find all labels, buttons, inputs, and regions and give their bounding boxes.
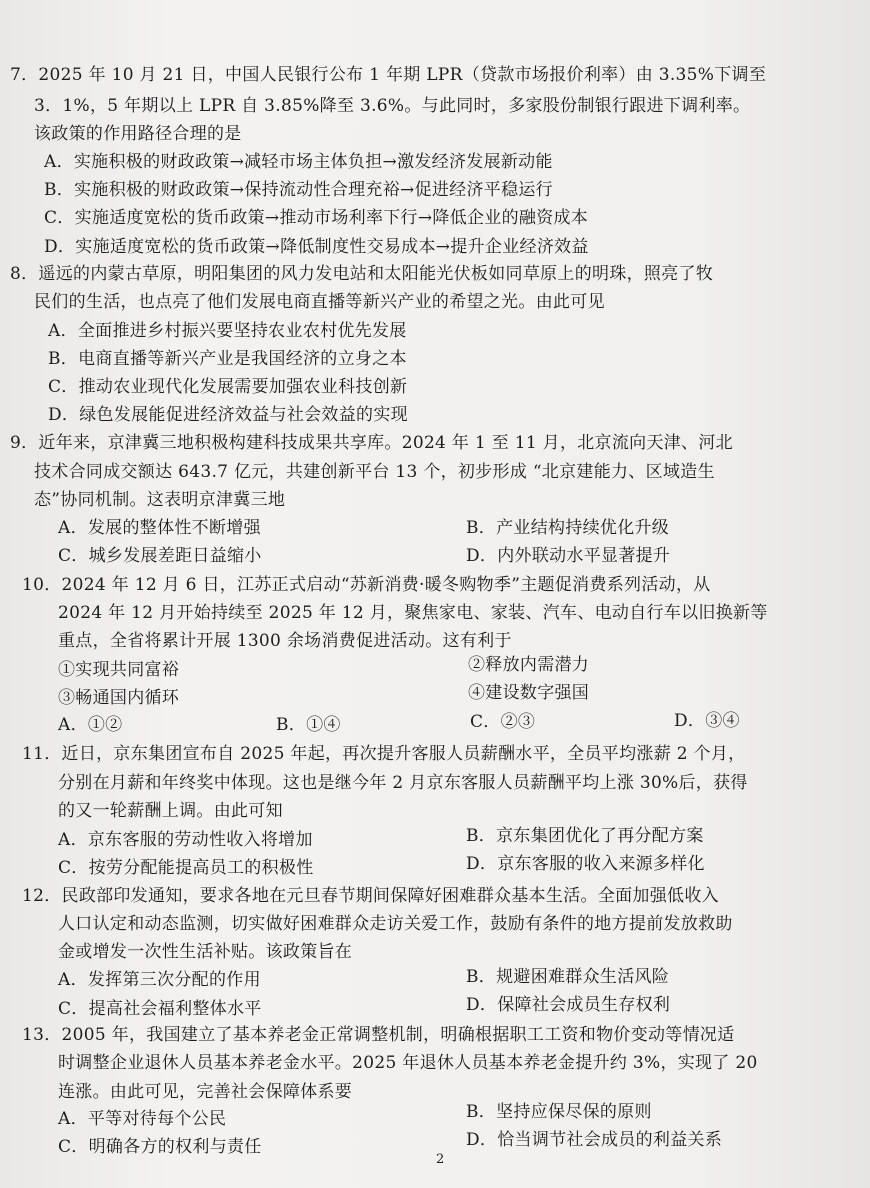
question-11-stem-line-2: 分别在月薪和年终奖中体现。这也是继今年 2 月京东客服人员薪酬平均上涨 30%后，获得 [58,773,748,793]
question-9-stem-line-3: 态”协同机制。这表明京津冀三地 [34,490,286,510]
question-12-option-c[interactable]: C．提高社会福利整体水平 [58,999,262,1019]
question-10-item-1: ①实现共同富裕 [58,660,180,680]
question-10-option-c[interactable]: C．②③ [470,712,536,732]
question-7-option-d[interactable]: D．实施适度宽松的货币政策→降低制度性交易成本→提升企业经济效益 [44,237,589,257]
question-10-item-3: ③畅通国内循环 [58,688,180,708]
question-9-stem-line-1: 9．近年来，京津冀三地积极构建科技成果共享库。2024 年 1 至 11 月，北京流向天津、河北 [10,433,733,453]
question-10-item-2: ②释放内需潜力 [468,655,590,675]
question-10-option-b[interactable]: B．①④ [276,715,341,735]
question-9-option-c[interactable]: C．城乡发展差距日益缩小 [58,546,262,566]
question-7-stem-line-3: 该政策的作用路径合理的是 [34,124,242,144]
question-10-stem-line-2: 2024 年 12 月开始持续至 2025 年 12 月，聚焦家电、家装、汽车、电动自行车以旧换新等 [58,603,768,623]
question-9-option-a[interactable]: A．发展的整体性不断增强 [58,518,261,538]
question-10-stem-line-3: 重点，全省将累计开展 1300 余场消费促进活动。这有利于 [58,631,512,651]
question-7-option-c[interactable]: C．实施适度宽松的货币政策→推动市场利率下行→降低企业的融资成本 [44,208,589,228]
question-12-option-b[interactable]: B．规避困难群众生活风险 [466,967,670,987]
question-11-stem-line-3: 的又一轮薪酬上调。由此可知 [58,801,283,821]
question-12-stem-line-1: 12．民政部印发通知，要求各地在元旦春节期间保障好困难群众基本生活。全面加强低收入 [22,886,719,906]
question-11-option-c[interactable]: C．按劳分配能提高员工的积极性 [58,858,314,878]
question-7-option-b[interactable]: B．实施积极的财政政策→保持流动性合理充裕→促进经济平稳运行 [44,180,553,200]
question-10-option-d[interactable]: D．③④ [674,711,740,731]
question-10-item-4: ④建设数字强国 [468,683,590,703]
question-10-option-a[interactable]: A．①② [58,715,123,735]
question-8-option-a[interactable]: A．全面推进乡村振兴要坚持农业农村优先发展 [48,321,407,341]
question-7-stem-line-1: 7．2025 年 10 月 21 日，中国人民银行公布 1 年期 LPR（贷款市场报价利率）由 3.35%下调至 [10,65,767,85]
question-12-option-a[interactable]: A．发挥第三次分配的作用 [58,970,261,990]
question-8-stem-line-2: 民们的生活，也点亮了他们发展电商直播等新兴产业的希望之光。由此可见 [34,292,605,312]
page-number: 2 [436,1152,445,1167]
question-13-option-a[interactable]: A．平等对待每个公民 [58,1109,227,1129]
question-9-option-b[interactable]: B．产业结构持续优化升级 [466,518,670,538]
question-13-option-b[interactable]: B．坚持应保尽保的原则 [466,1102,652,1122]
question-7-stem-line-2: 3．1%，5 年期以上 LPR 自 3.85%降至 3.6%。与此同时，多家股份制银行跟进下调利率。 [34,96,751,116]
question-13-option-d[interactable]: D．恰当调节社会成员的利益关系 [466,1130,723,1150]
question-11-option-d[interactable]: D．京东客服的收入来源多样化 [466,854,705,874]
question-13-option-c[interactable]: C．明确各方的权利与责任 [58,1137,262,1157]
question-9-stem-line-2: 技术合同成交额达 643.7 亿元，共建创新平台 13 个，初步形成 “北京建能力、区域造生 [34,462,715,482]
question-12-stem-line-3: 金或增发一次性生活补贴。该政策旨在 [58,942,353,962]
question-8-option-c[interactable]: C．推动农业现代化发展需要加强农业科技创新 [48,377,408,397]
question-12-stem-line-2: 人口认定和动态监测，切实做好困难群众走访关爱工作，鼓励有条件的地方提前发放救助 [58,914,733,934]
question-13-stem-line-1: 13．2005 年，我国建立了基本养老金正常调整机制，明确根据职工工资和物价变动等情况适 [22,1025,735,1045]
question-8-option-b[interactable]: B．电商直播等新兴产业是我国经济的立身之本 [48,349,407,369]
question-7-option-a[interactable]: A．实施积极的财政政策→减轻市场主体负担→激发经济发展新动能 [44,152,553,172]
question-9-option-d[interactable]: D．内外联动水平显著提升 [466,546,671,566]
question-12-option-d[interactable]: D．保障社会成员生存权利 [466,995,671,1015]
question-11-stem-line-1: 11．近日，京东集团宣布自 2025 年起，再次提升客服人员薪酬水平，全员平均涨薪 2 个月， [22,744,746,764]
question-13-stem-line-2: 时调整企业退休人员基本养老金水平。2025 年退休人员基本养老金提升约 3%，实现了 20 [58,1053,758,1073]
question-8-option-d[interactable]: D．绿色发展能促进经济效益与社会效益的实现 [48,405,408,425]
question-10-stem-line-1: 10．2024 年 12 月 6 日，江苏正式启动“苏新消费·暖冬购物季”主题促消费系列活动，从 [22,575,711,595]
question-11-option-b[interactable]: B．京东集团优化了再分配方案 [466,826,704,846]
question-11-option-a[interactable]: A．京东客服的劳动性收入将增加 [58,830,313,850]
question-13-stem-line-3: 连涨。由此可见，完善社会保障体系要 [58,1082,353,1102]
question-8-stem-line-1: 8．遥远的内蒙古草原，明阳集团的风力发电站和太阳能光伏板如同草原上的明珠，照亮了牧 [10,264,714,284]
